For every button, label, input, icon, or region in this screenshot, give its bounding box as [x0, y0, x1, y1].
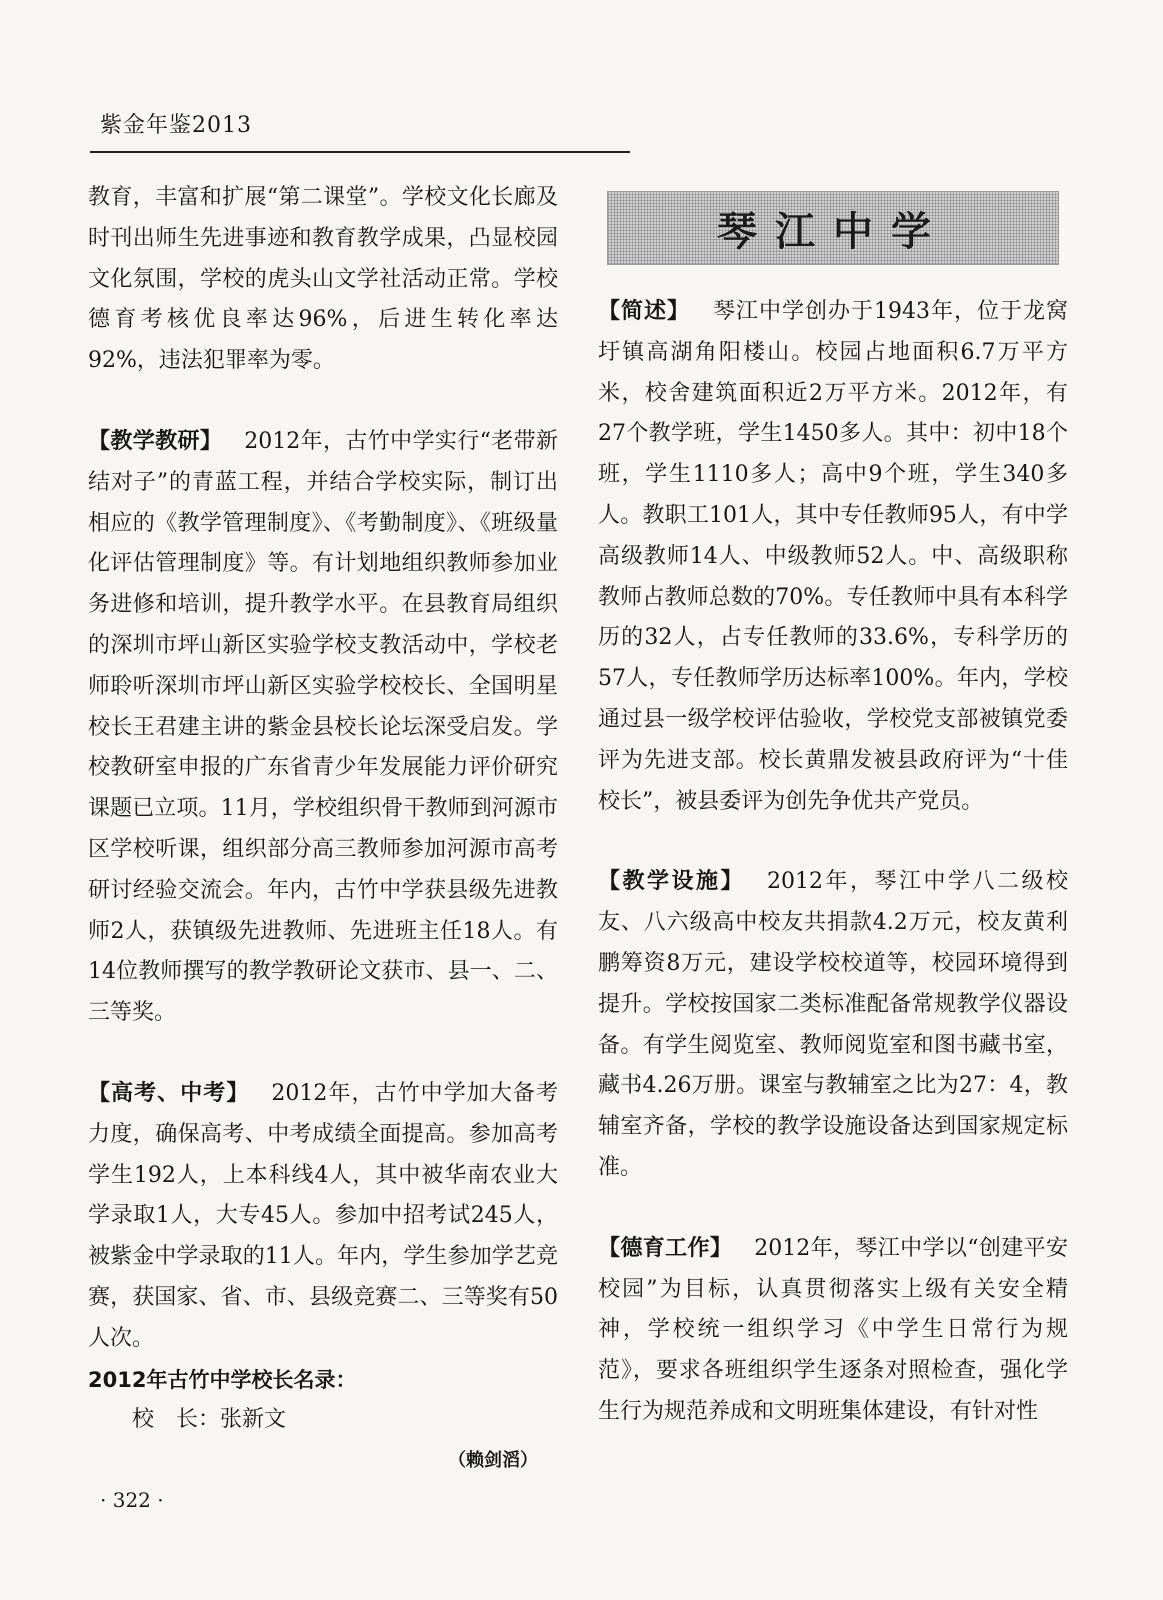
section-gap	[88, 382, 558, 422]
principal-list-heading: 2012年古竹中学校长名录：	[88, 1367, 357, 1392]
header-rule	[90, 151, 630, 153]
school-name-banner	[607, 191, 1059, 265]
section-gap	[598, 822, 1068, 862]
page-number: · 322 ·	[100, 1488, 164, 1512]
teaching-research-text: 2012年，古竹中学实行“老带新结对子”的青蓝工程，并结合学校实际，制订出相应的《教学管理制度》、《考勤制度》、《班级量化评估管理制度》等。有计划地组织教师参加业务进修和培训，提升教学水平。在县教育局组织的深圳市坪山新区实验学校支教活动中，学校老师聆听深圳市坪山新区实验学校校长、全国明星校长王君建主讲的紫金县校长论坛深受启发。学校教研室申报的广东省青少年发展能力评价研究课题已立项。11月，学校组织骨干教师到河源市区学校听课，组织部分高三教师参加河源市高考研讨经验交流会。年内，古竹中学获县级先进教师2人，获镇级先进教师、先进班主任18人。有14位教师撰写的教学教研论文获市、县一、二、三等奖。	[88, 428, 558, 1026]
principal-entry: 校 长：张新文	[132, 1407, 287, 1433]
facilities-section	[598, 862, 1068, 1188]
exams-label: 【高考、中考】	[88, 1080, 250, 1106]
section-gap	[598, 1189, 1068, 1229]
right-column	[598, 292, 1068, 1433]
overview-label: 【简述】	[598, 299, 690, 324]
continued-paragraph: 教育，丰富和扩展“第二课堂”。学校文化长廊及时刊出师生先进事迹和教育教学成果，凸显校园文化氛围，学校的虎头山文学社活动正常。学校德育考核优良率达96%，后进生转化率达92%，违法犯罪率为零。	[88, 185, 558, 374]
author-credit: （赖剑滔）	[448, 1450, 538, 1472]
section-gap	[88, 1034, 558, 1074]
moral-education-section	[598, 1229, 1068, 1433]
school-name: 琴江中学	[717, 208, 949, 255]
exams-text: 2012年，古竹中学加大备考力度，确保高考、中考成绩全面提高。参加高考学生192人，上本科线4人，其中被华南农业大学录取1人，大专45人。参加中招考试245人，被紫金中学录取的11人。年内，学生参加学艺竞赛，获国家、省、市、县级竞赛二、三等奖有50人次。	[88, 1080, 558, 1351]
exams-section	[88, 1074, 558, 1360]
moral-education-label: 【德育工作】	[598, 1235, 733, 1261]
yearbook-header-title: 紫金年鉴2013	[100, 113, 252, 138]
facilities-label: 【教学设施】	[598, 869, 745, 895]
overview-text: 琴江中学创办于1943年，位于龙窝圩镇高湖角阳楼山。校园占地面积6.7万平方米，校舍建筑面积近2万平方米。2012年，有27个教学班，学生1450多人。其中：初中18个班，学生1110多人；高中9个班，学生340多人。教职工101人，其中专任教师95人，有中学高级教师14人、中级教师52人。中、高级职称教师占教师总数的70%。专任教师中具有本科学历的32人，占专任教师的33.6%，专科学历的57人，专任教师学历达标率100%。年内，学校通过县一级学校评估验收，学校党支部被镇党委评为先进支部。校长黄鼎发被县政府评为“十佳校长”，被县委评为创先争优共产党员。	[598, 299, 1068, 814]
facilities-text: 2012年，琴江中学八二级校友、八六级高中校友共捐款4.2万元，校友黄利鹏筹资8万元，建设学校校道等，校园环境得到提升。学校按国家二类标准配备常规教学仪器设备。有学生阅览室、教师阅览室和图书藏书室，藏书4.26万册。课室与教辅室之比为27：4，教辅室齐备，学校的教学设施设备达到国家规定标准。	[598, 869, 1068, 1180]
moral-education-text: 2012年，琴江中学以“创建平安校园”为目标，认真贯彻落实上级有关安全精神，学校统一组织学习《中学生日常行为规范》，要求各班组织学生逐条对照检查，强化学生行为规范养成和文明班集体建设，有针对性	[598, 1235, 1068, 1424]
overview-section	[598, 292, 1068, 822]
teaching-research-label: 【教学教研】	[88, 428, 223, 454]
teaching-research-section	[88, 422, 558, 1034]
left-column	[88, 178, 558, 1482]
